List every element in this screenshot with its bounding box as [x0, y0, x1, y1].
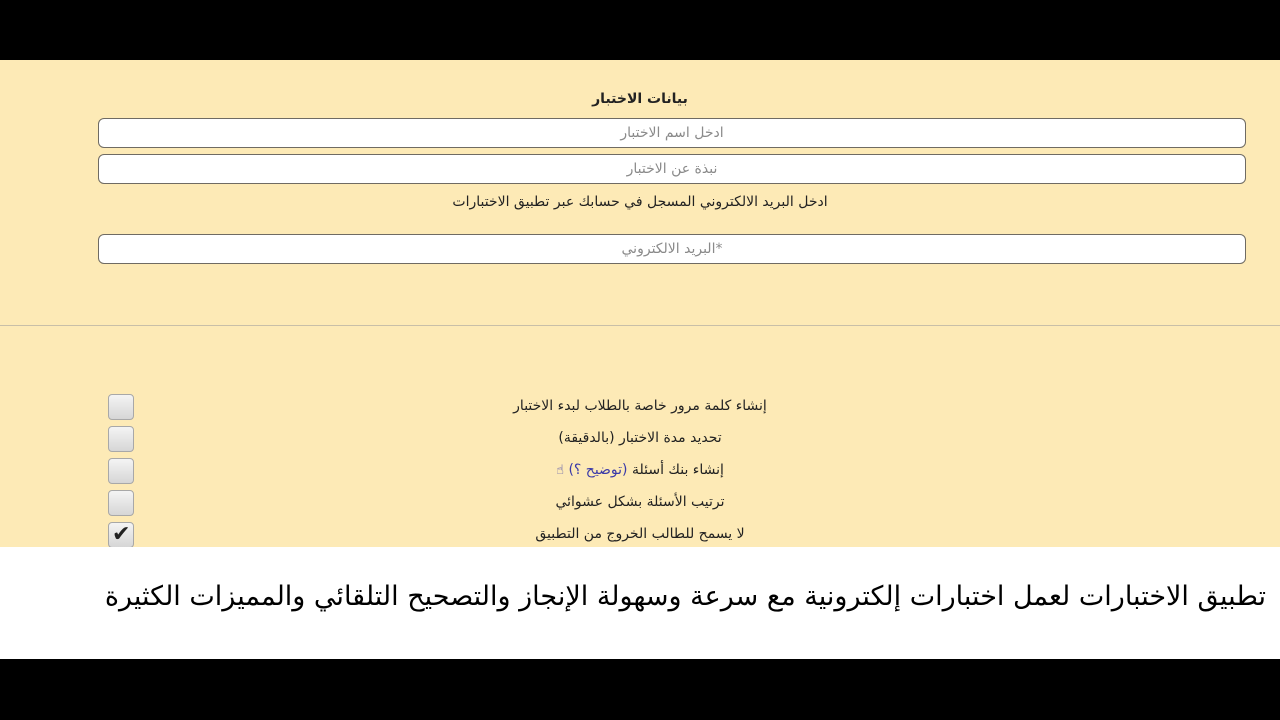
option-shuffle-questions — [0, 489, 1280, 519]
caption-text: تطبيق الاختبارات لعمل اختبارات إلكترونية مع سرعة وسهولة الإنجاز والتصحيح التلقائي والمميزات الكثيرة — [104, 581, 1266, 612]
option-prevent-exit — [0, 521, 1280, 547]
divider — [0, 325, 1280, 326]
option-label-container — [397, 462, 883, 478]
test-duration-checkbox[interactable] — [108, 426, 134, 452]
option-test-duration — [0, 425, 1280, 455]
section-title: بيانات الاختبار — [592, 91, 688, 107]
explanation-link[interactable]: (توضيح ؟) — [568, 462, 628, 478]
option-question-bank — [0, 457, 1280, 487]
test-name-input[interactable] — [98, 118, 1246, 148]
test-about-input[interactable] — [98, 154, 1246, 184]
option-label: إنشاء بنك أسئلة — [631, 462, 724, 478]
shuffle-questions-checkbox[interactable] — [108, 490, 134, 516]
option-label: ترتيب الأسئلة بشكل عشوائي — [555, 494, 725, 510]
option-label: إنشاء كلمة مرور خاصة بالطلاب لبدء الاختبار — [513, 398, 767, 414]
option-label: تحديد مدة الاختبار (بالدقيقة) — [558, 430, 722, 446]
option-label: لا يسمح للطالب الخروج من التطبيق — [535, 526, 745, 542]
email-hint: ادخل البريد الالكتروني المسجل في حسابك عبر تطبيق الاختبارات — [452, 194, 828, 210]
student-password-checkbox[interactable] — [108, 394, 134, 420]
test-form — [0, 60, 1280, 547]
pointing-hand-icon[interactable]: ☝ — [556, 463, 564, 478]
checkmark-icon: ✔ — [112, 522, 131, 547]
email-input[interactable] — [98, 234, 1246, 264]
caption-banner — [0, 547, 1280, 659]
question-bank-checkbox[interactable] — [108, 458, 134, 484]
prevent-exit-checkbox[interactable] — [108, 522, 134, 547]
option-student-password — [0, 393, 1280, 423]
